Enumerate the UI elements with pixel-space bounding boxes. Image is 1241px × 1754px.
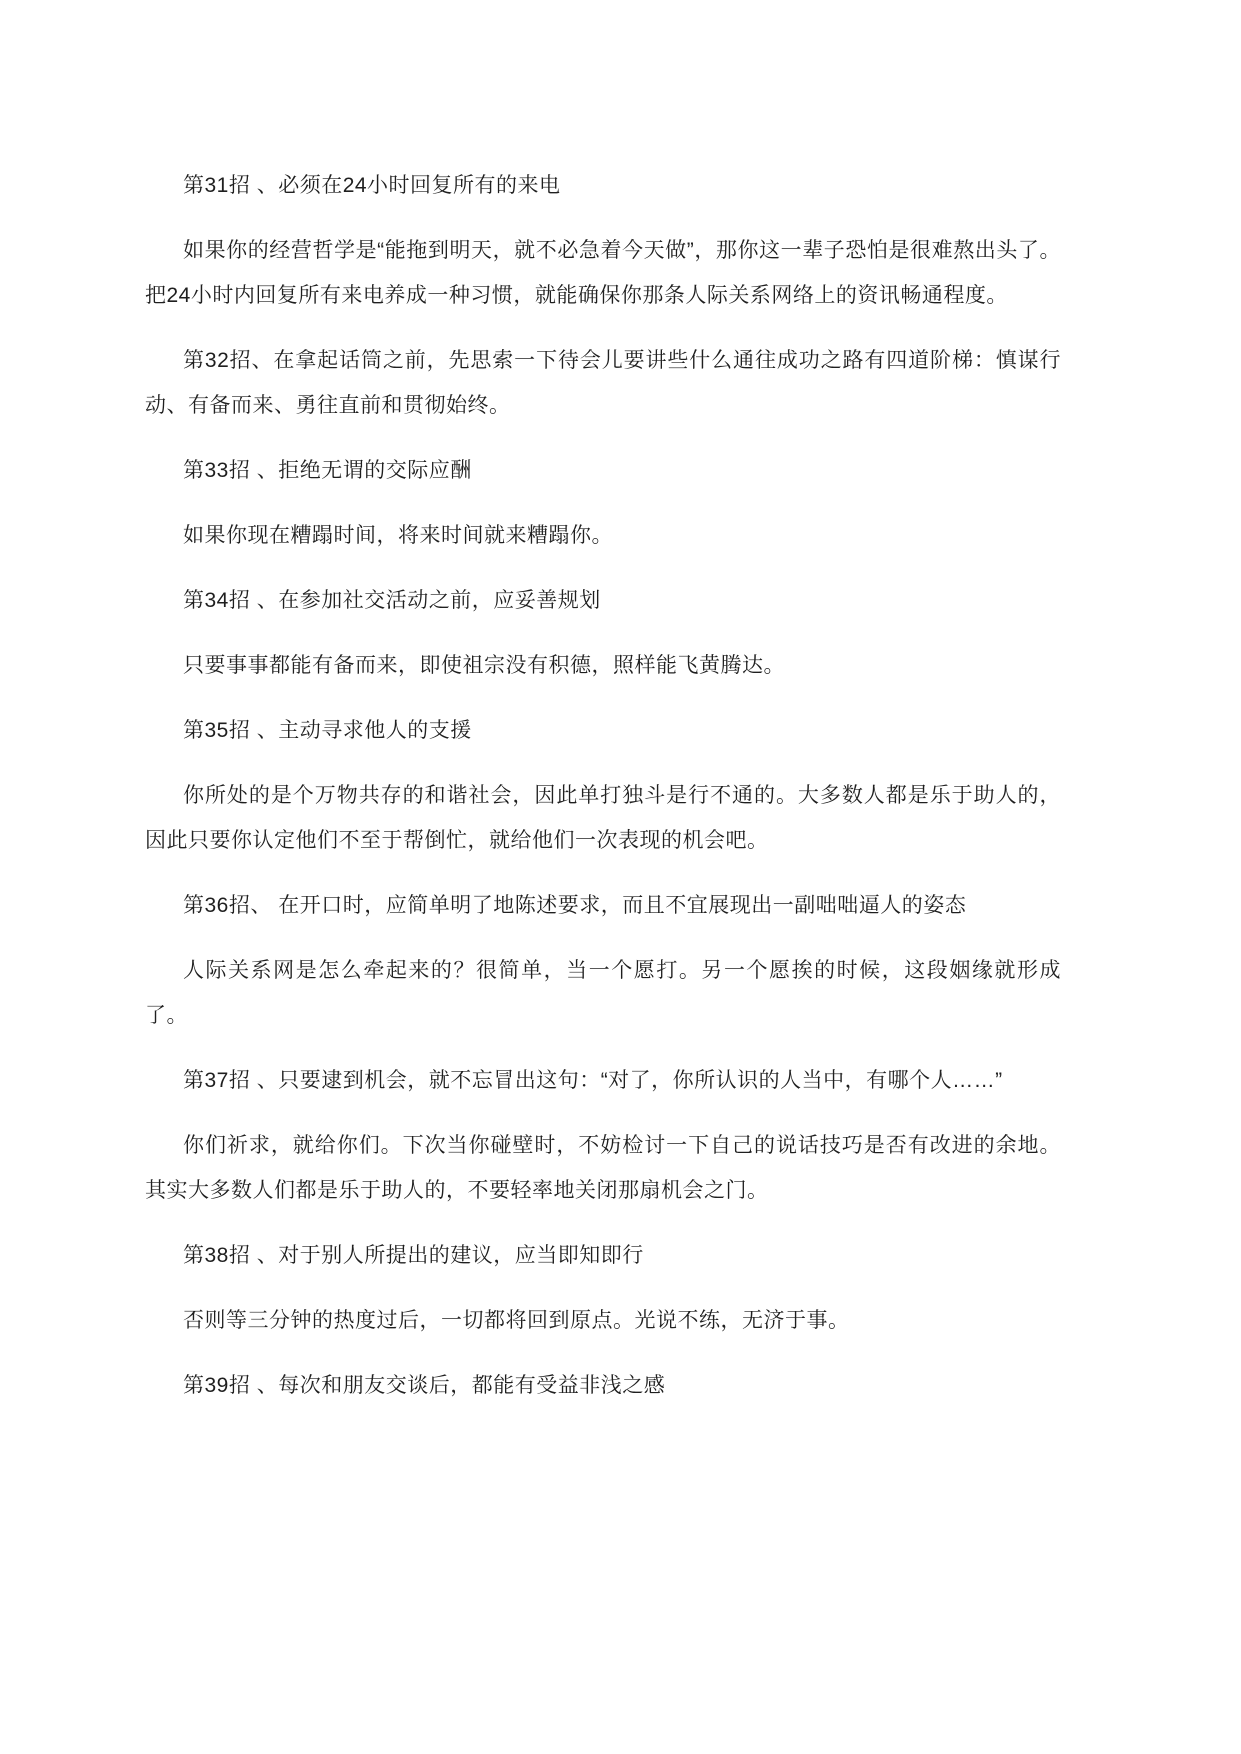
document-content [145,163,1061,1428]
tip-section-37 [145,1058,1061,1213]
tip-body: 如果你现在糟蹋时间，将来时间就来糟蹋你。 [183,524,613,547]
tip-body: 如果你的经营哲学是“能拖到明天，就不必急着今天做”，那你这一辈子恐怕是很难熬出头了。把24小时内回复所有来电养成一种习惯，就能确保你那条人际关系网络上的资讯畅通程度。 [145,239,1061,307]
tip-section-34 [145,578,1061,688]
tip-body: 只要事事都能有备而来，即使祖宗没有积德，照样能飞黄腾达。 [183,654,785,677]
tip-section-32 [145,338,1061,428]
tip-body: 你所处的是个万物共存的和谐社会，因此单打独斗是行不通的。大多数人都是乐于助人的，因此只要你认定他们不至于帮倒忙，就给他们一次表现的机会吧。 [145,784,1061,852]
tip-heading: 第34招 、在参加社交活动之前，应妥善规划 [183,589,601,612]
tip-heading: 第35招 、主动寻求他人的支援 [183,719,472,742]
tip-section-31 [145,163,1061,318]
tip-body: 你们祈求，就给你们。下次当你碰壁时，不妨检讨一下自己的说话技巧是否有改进的余地。其实大多数人们都是乐于助人的，不要轻率地关闭那扇机会之门。 [145,1134,1061,1202]
tip-heading: 第33招 、拒绝无谓的交际应酬 [183,459,472,482]
tip-heading: 第38招 、对于别人所提出的建议，应当即知即行 [183,1244,644,1267]
tip-heading: 第37招 、只要逮到机会，就不忘冒出这句：“对了，你所认识的人当中，有哪个人……” [183,1069,1003,1092]
tip-heading: 第32招、在拿起话筒之前，先思索一下待会儿要讲些什么通往成功之路有四道阶梯：慎谋行动、有备而来、勇往直前和贯彻始终。 [145,349,1061,417]
tip-section-38 [145,1233,1061,1343]
tip-body: 人际关系网是怎么牵起来的？很简单，当一个愿打。另一个愿挨的时候，这段姻缘就形成了。 [145,959,1061,1027]
tip-heading: 第31招 、必须在24小时回复所有的来电 [183,174,561,197]
tip-heading: 第39招 、每次和朋友交谈后，都能有受益非浅之感 [183,1374,666,1397]
tip-heading: 第36招、 在开口时，应简单明了地陈述要求，而且不宜展现出一副咄咄逼人的姿态 [183,894,967,917]
tip-section-35 [145,708,1061,863]
tip-section-33 [145,448,1061,558]
tip-section-36 [145,883,1061,1038]
tip-body: 否则等三分钟的热度过后，一切都将回到原点。光说不练，无济于事。 [183,1309,850,1332]
tip-section-39 [145,1363,1061,1408]
